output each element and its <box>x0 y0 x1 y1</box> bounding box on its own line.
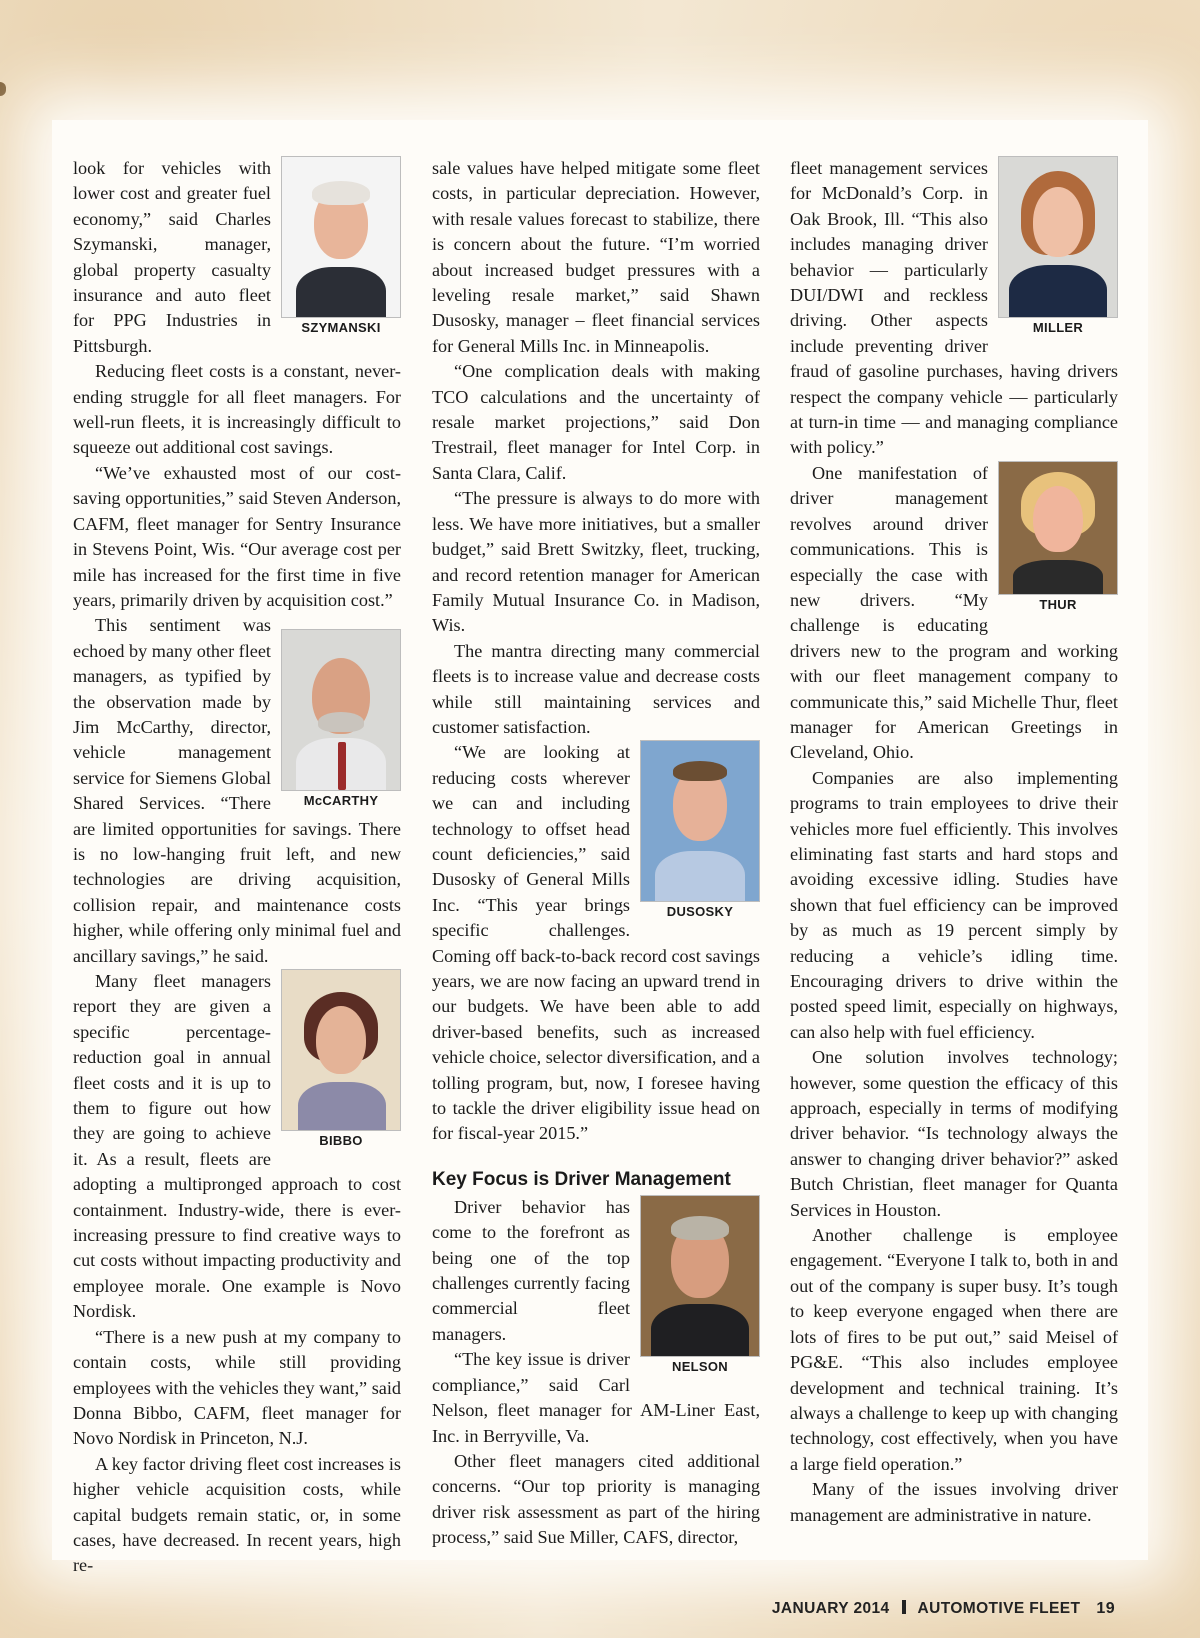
photo-dusosky <box>640 740 760 922</box>
photo-caption: THUR <box>1039 596 1077 612</box>
paragraph: fleet management services for McDonald’s Corp. in Oak Brook, Ill. “This also includes managing driver behavior — particularly DUI/DWI and reckless driving. Other aspects include preventing driver fraud of gasoline purchases, having drivers respect the company vehicle — particularly at turn-in time — and managing compliance with policy.” <box>790 158 1118 458</box>
portrait-image <box>281 969 401 1131</box>
paragraph: Another challenge is employee engagement. “Everyone I talk to, both in and out of the company is super busy. It’s tough to keep everyone engaged when there are lots of fires to be put out,” said Meisel of PG&E. “This also includes employee development and technical training. It’s always a challenge to keep up with changing technology, cost effectively, when you have a large field operation.” <box>790 1225 1118 1474</box>
article-column-3 <box>790 156 1118 1528</box>
footer-magazine: AUTOMOTIVE FLEET <box>917 1600 1081 1617</box>
portrait-image <box>640 740 760 902</box>
page-number: 19 <box>1096 1600 1115 1617</box>
article-column-2 <box>432 156 760 1551</box>
photo-caption: SZYMANSKI <box>301 320 381 335</box>
portrait-image <box>640 1195 760 1357</box>
paragraph: This sentiment was echoed by many other fleet managers, as typified by the observation made by Jim McCarthy, director, vehicle management service for Siemens Global Shared Services. “There are limited opportunities for savings. There is no low-hanging fruit left, and new technologies are driving acquisition, collision repair, and maintenance costs higher, while offering only minimal fuel and ancillary savings,” he said. <box>73 615 401 966</box>
paragraph: Driver behavior has come to the forefront as being one of the top challenges currently facing commercial fleet managers. <box>432 1196 630 1344</box>
footer-divider <box>902 1600 906 1614</box>
paragraph: A key factor driving fleet cost increases is higher vehicle acquisition costs, while capital budgets remain static, or, in some cases, have decreased. In recent years, high re- <box>73 1453 401 1576</box>
photo-thur <box>998 461 1118 615</box>
photo-caption: BIBBO <box>319 1133 363 1148</box>
paragraph: “We are looking at reducing costs wherever we can and including technology to offset head count deficiencies,” said Dusosky of General Mills Inc. “This year brings specific challenges. Coming off back-to-back record cost savings years, we are now facing an upward trend in our budgets. We have been able to add driver-based benefits, such as increased vehicle choice, selector diversification, and a tolling program, but, now, I foresee having to tackle the driver eligibility issue head on for fiscal-year 2015.” <box>432 742 760 1144</box>
photo-caption: MILLER <box>1032 320 1084 335</box>
paragraph: Many fleet managers report they are given a specific percentage-reduction goal in annual fleet costs and it is up to them to figure out how they are going to achieve it. As a result, fleets are adopting a multipronged approach to cost containment. Industry-wide, there is ever-increasing pressure to find creative ways to cut costs without impacting productivity and employee morale. One example is Novo Nordisk. <box>73 971 401 1322</box>
paragraph: look for vehicles with lower cost and greater fuel economy,” said Charles Szymanski, manager, global property casualty insurance and auto fleet for PPG Industries in Pittsburgh. <box>73 158 271 356</box>
paragraph: One manifestation of driver management revolves around driver communications. This is especially the case with new drivers. “My challenge is educating drivers new to the program and working with our fleet management company to communicate this,” said Michelle Thur, fleet manager for American Greetings in Cleveland, Ohio. <box>790 462 1118 763</box>
photo-caption: DUSOSKY <box>666 904 734 920</box>
article-column-1 <box>73 156 401 1579</box>
photo-mccarthy <box>281 629 401 811</box>
photo-nelson <box>640 1195 760 1377</box>
paragraph: Many of the issues involving driver management are administrative in nature. <box>790 1479 1118 1525</box>
photo-caption: McCARTHY <box>303 793 379 809</box>
paragraph: The mantra directing many commercial fleets is to increase value and decrease costs while still maintaining services and customer satisfaction. <box>432 640 760 737</box>
page-edge-mark <box>0 82 6 96</box>
photo-miller <box>998 156 1118 338</box>
paragraph: “The key issue is driver compliance,” said Carl Nelson, fleet manager for AM-Liner East, Inc. in Berryville, Va. <box>432 1349 760 1446</box>
paragraph: “The pressure is always to do more with less. We have more initiatives, but a smaller budget,” said Brett Switzky, fleet, trucking, and record retention manager for American Family Mutual Insurance Co. in Madison, Wis. <box>432 488 760 636</box>
photo-bibbo <box>281 969 401 1151</box>
portrait-image <box>281 156 401 318</box>
paragraph: “One complication deals with making TCO calculations and the uncertainty of resale market projections,” said Don Trestrail, fleet manager for Intel Corp. in Santa Clara, Calif. <box>432 361 760 483</box>
photo-caption: NELSON <box>672 1358 728 1374</box>
paragraph: Companies are also implementing programs to train employees to drive their vehicles more fuel efficiently. This involves eliminating fast starts and hard stops and avoiding excessive idling. Studies have shown that fuel efficiency can be improved by as much as 19 percent simply by reducing a vehicle’s idling time. Encouraging drivers to drive within the posted speed limit, especially on highways, can also help with fuel efficiency. <box>790 767 1118 1042</box>
page-footer <box>772 1600 1115 1618</box>
photo-szymanski <box>281 156 401 338</box>
footer-date: JANUARY 2014 <box>771 1600 890 1617</box>
paragraph: “We’ve exhausted most of our cost-saving opportunities,” said Steven Anderson, CAFM, fleet manager for Sentry Insurance in Stevens Point, Wis. “Our average cost per mile has increased for the first time in five years, primarily driven by acquisition cost.” <box>73 462 401 610</box>
section-heading: Key Focus is Driver Management <box>432 1168 731 1190</box>
portrait-image <box>998 156 1118 318</box>
paragraph: One solution involves technology; however, some question the efficacy of this approach, especially in terms of modifying driver behavior. “Is technology always the answer to changing driver behavior?” asked Butch Christian, fleet manager for Quanta Services in Houston. <box>790 1047 1118 1220</box>
paragraph: “There is a new push at my company to contain costs, while still providing employees with the vehicles they want,” said Donna Bibbo, CAFM, fleet manager for Novo Nordisk in Princeton, N.J. <box>73 1326 401 1449</box>
paragraph: Reducing fleet costs is a constant, never-ending struggle for all fleet managers. For well-run fleets, it is increasingly difficult to squeeze out additional cost savings. <box>73 361 401 458</box>
paragraph: sale values have helped mitigate some fleet costs, in particular depreciation. However, with resale values forecast to stabilize, there is concern about the future. “I’m worried about increased budget pressures with a leveling resale market,” said Shawn Dusosky, manager – fleet financial services for General Mills Inc. in Minneapolis. <box>432 158 760 356</box>
paragraph: Other fleet managers cited additional concerns. “Our top priority is managing driver risk assessment as part of the hiring process,” said Sue Miller, CAFS, director, <box>432 1450 760 1548</box>
portrait-image <box>281 629 401 791</box>
portrait-image <box>998 461 1118 595</box>
